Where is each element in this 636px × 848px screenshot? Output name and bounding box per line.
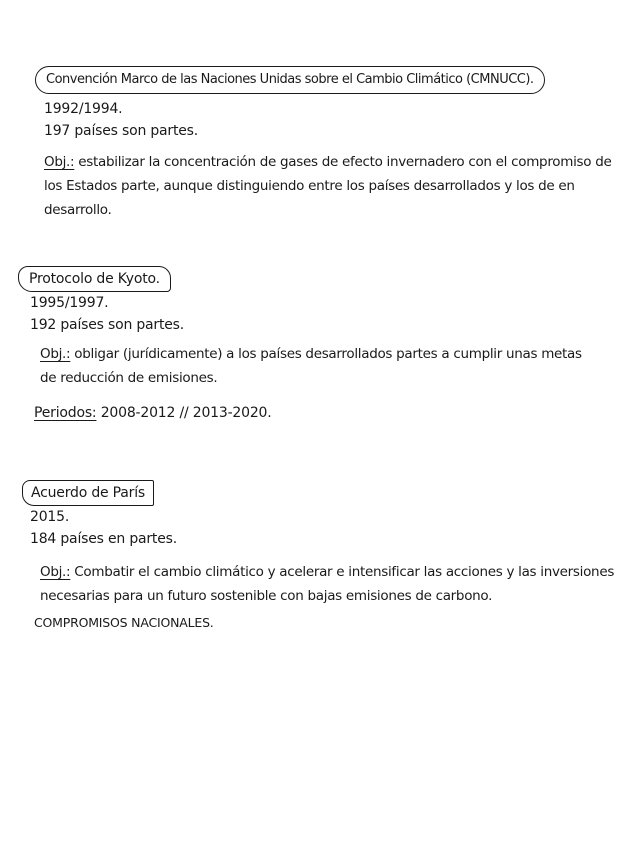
section-1-years: 1992/1994. <box>44 101 123 117</box>
section-3-parties: 184 países en partes. <box>30 531 177 547</box>
section-3-title: Acuerdo de París <box>22 480 154 506</box>
section-2-obj-label: Obj.: <box>40 346 71 362</box>
section-1-obj-text: estabilizar la concentración de gases de efecto invernadero con el compromiso de los Estados parte, aunque distinguiendo entre los países desarrollados y los de en desarrollo. <box>44 154 612 218</box>
section-2-years: 1995/1997. <box>30 295 109 311</box>
section-2-obj-text: obligar (jurídicamente) a los países desarrollados partes a cumplir unas metas de reducción de emisiones. <box>40 346 582 386</box>
section-1-title: Convención Marco de las Naciones Unidas sobre el Cambio Climático (CMNUCC). <box>35 66 545 94</box>
section-1-obj-label: Obj.: <box>44 154 75 170</box>
section-2-periods <box>34 404 272 422</box>
section-3-extra: COMPROMISOS NACIONALES. <box>34 615 214 630</box>
section-2-periods-label: Periodos: <box>34 405 97 421</box>
section-1-objective <box>44 150 614 222</box>
section-3-objective <box>40 560 620 608</box>
section-3-obj-label: Obj.: <box>40 564 71 580</box>
section-2-periods-text: 2008-2012 // 2013-2020. <box>100 405 272 421</box>
section-2-parties: 192 países son partes. <box>30 317 185 333</box>
section-3-years: 2015. <box>30 509 70 525</box>
section-2-title: Protocolo de Kyoto. <box>18 266 171 292</box>
section-1-parties: 197 países son partes. <box>44 123 199 139</box>
section-2-objective <box>40 342 600 390</box>
section-3-obj-text: Combatir el cambio climático y acelerar e intensificar las acciones y las inversiones necesarias para un futuro sostenible con bajas emisiones de carbono. <box>40 564 615 604</box>
